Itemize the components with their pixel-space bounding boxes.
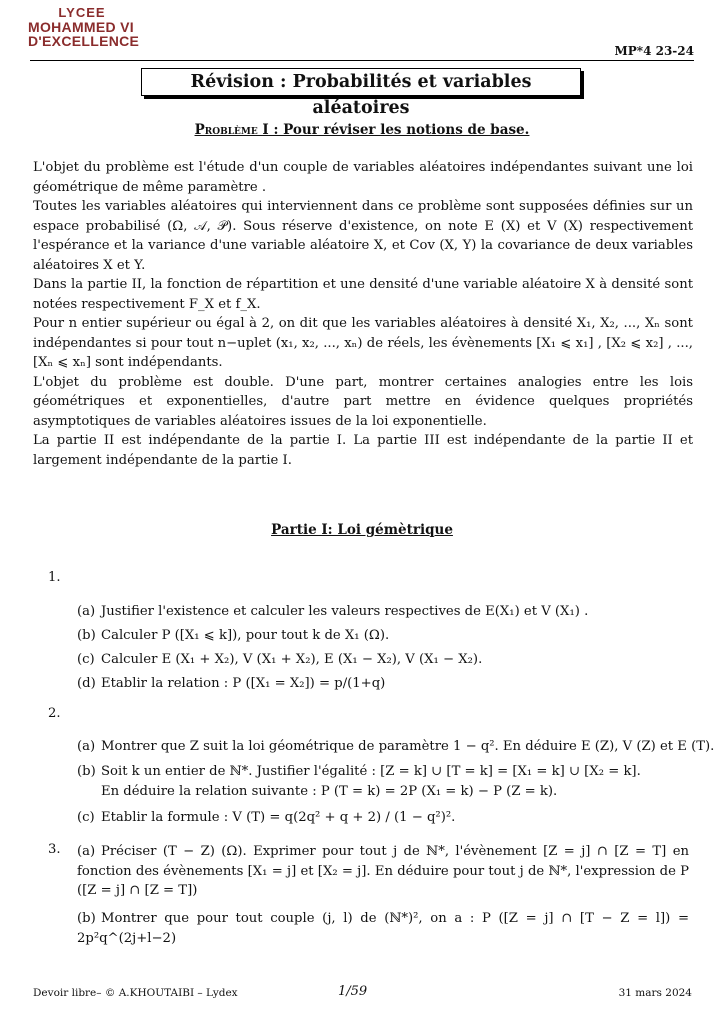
question-1c (77, 650, 482, 669)
problem-heading-word: Problème I (194, 122, 269, 138)
intro-paragraph: L'objet du problème est double. D'une part, montrer certaines analogies entre les lois géométriques et exponentielles, d'autre part mettre en évidence quelques propriétés asymptotiques de variables aléatoires issues de la loi exponentielle. (33, 374, 693, 429)
school-logo (28, 6, 168, 48)
question-2-number: 2. (48, 706, 61, 721)
question-2b-continued: En déduire la relation suivante : P (T = k) = 2P (X₁ = k) − P (Z = k). (101, 784, 558, 799)
item-text: Soit k un entier de ℕ*. Justifier l'égalité : [Z = k] ∪ [T = k] = [X₁ = k] ∪ [X₂ = k]. (101, 764, 641, 779)
item-label: (b) (77, 911, 96, 926)
intro-paragraph: La partie II est indépendante de la partie I. La partie III est indépendante de la partie II et largement indépendante de la partie I. (33, 433, 693, 468)
item-text: Etablir la formule : V (T) = q(2q² + q + 2) / (1 − q²)². (101, 810, 456, 825)
item-text: Calculer P ([X₁ ⩽ k]), pour tout k de X₁ (Ω). (101, 628, 390, 643)
item-text: Justifier l'existence et calculer les valeurs respectives de E(X₁) et V (X₁) . (101, 604, 589, 619)
item-label: (a) (77, 739, 96, 754)
intro-paragraph: Pour n entier supérieur ou égal à 2, on dit que les variables aléatoires à densité X₁, X₂, ..., Xₙ sont indépendantes si pour tout n−uplet (x₁, x₂, ..., xₙ) de réels, les évènements [X₁ ⩽ x₁] , [X₂ ⩽ x₂] , ..., [Xₙ ⩽ xₙ] sont indépendants. (33, 316, 693, 370)
logo-line-3: D'EXCELLENCE (28, 33, 140, 49)
intro-text (33, 158, 693, 470)
logo-line-1: LYCEE (58, 5, 106, 20)
question-3a (77, 842, 689, 901)
question-2a (77, 737, 714, 756)
footer-author: Devoir libre– © A.KHOUTAIBI – Lydex (33, 987, 238, 999)
problem-heading-rest: : Pour réviser les notions de base. (273, 122, 530, 138)
item-text: Etablir la relation : P ([X₁ = X₂]) = p/(1+q) (101, 676, 386, 691)
footer-date: 31 mars 2024 (618, 987, 692, 999)
problem-heading (0, 122, 724, 138)
item-label: (c) (77, 810, 95, 825)
question-1d (77, 674, 385, 693)
page-title: Révision : Probabilités et variables aléatoires (141, 68, 581, 96)
class-tag: MP*4 23-24 (614, 44, 694, 58)
question-2c (77, 808, 455, 827)
item-label: (d) (77, 676, 96, 691)
intro-paragraph: L'objet du problème est l'étude d'un couple de variables aléatoires indépendantes suivant une loi géométrique de même paramètre . (33, 160, 693, 195)
question-1a (77, 602, 588, 621)
intro-paragraph: Dans la partie II, la fonction de répartition et une densité d'une variable aléatoire X à densité sont notées respectivement F_X et f_X. (33, 277, 693, 312)
question-1-number: 1. (48, 570, 61, 585)
question-2b (77, 762, 641, 781)
page-number: 1/59 (338, 984, 368, 999)
question-3b (77, 909, 689, 948)
question-3-number: 3. (48, 842, 61, 857)
item-label: (c) (77, 652, 95, 667)
logo-line-2: MOHAMMED VI (28, 19, 134, 35)
intro-paragraph: Toutes les variables aléatoires qui interviennent dans ce problème sont supposées définies sur un espace probabilisé (Ω, 𝒜, 𝒫). Sous réserve d'existence, on note E (X) et V (X) respectivement l'espérance et la variance d'une variable aléatoire X, et Cov (X, Y) la covariance de deux variables aléatoires X et Y. (33, 199, 693, 273)
item-label: (b) (77, 628, 96, 643)
header-rule (30, 60, 694, 61)
item-text: Montrer que pour tout couple (j, l) de (ℕ*)², on a : P ([Z = j] ∩ [T − Z = l]) = 2p²q^(2j+l−2) (77, 911, 689, 946)
item-label: (a) (77, 604, 96, 619)
item-text: Calculer E (X₁ + X₂), V (X₁ + X₂), E (X₁ − X₂), V (X₁ − X₂). (101, 652, 483, 667)
item-label: (a) (77, 844, 96, 859)
part-title: Partie I: Loi gémètrique (271, 522, 453, 538)
item-text: Montrer que Z suit la loi géométrique de paramètre 1 − q². En déduire E (Z), V (Z) et E (T). (101, 739, 715, 754)
item-text: Préciser (T − Z) (Ω). Exprimer pour tout j de ℕ*, l'évènement [Z = j] ∩ [Z = T] en fonction des évènements [X₁ = j] et [X₂ = j]. En déduire pour tout j de ℕ*, l'expression de P ([Z = j] ∩ [Z = T]) (77, 844, 689, 898)
question-1b (77, 626, 389, 645)
item-label: (b) (77, 764, 96, 779)
